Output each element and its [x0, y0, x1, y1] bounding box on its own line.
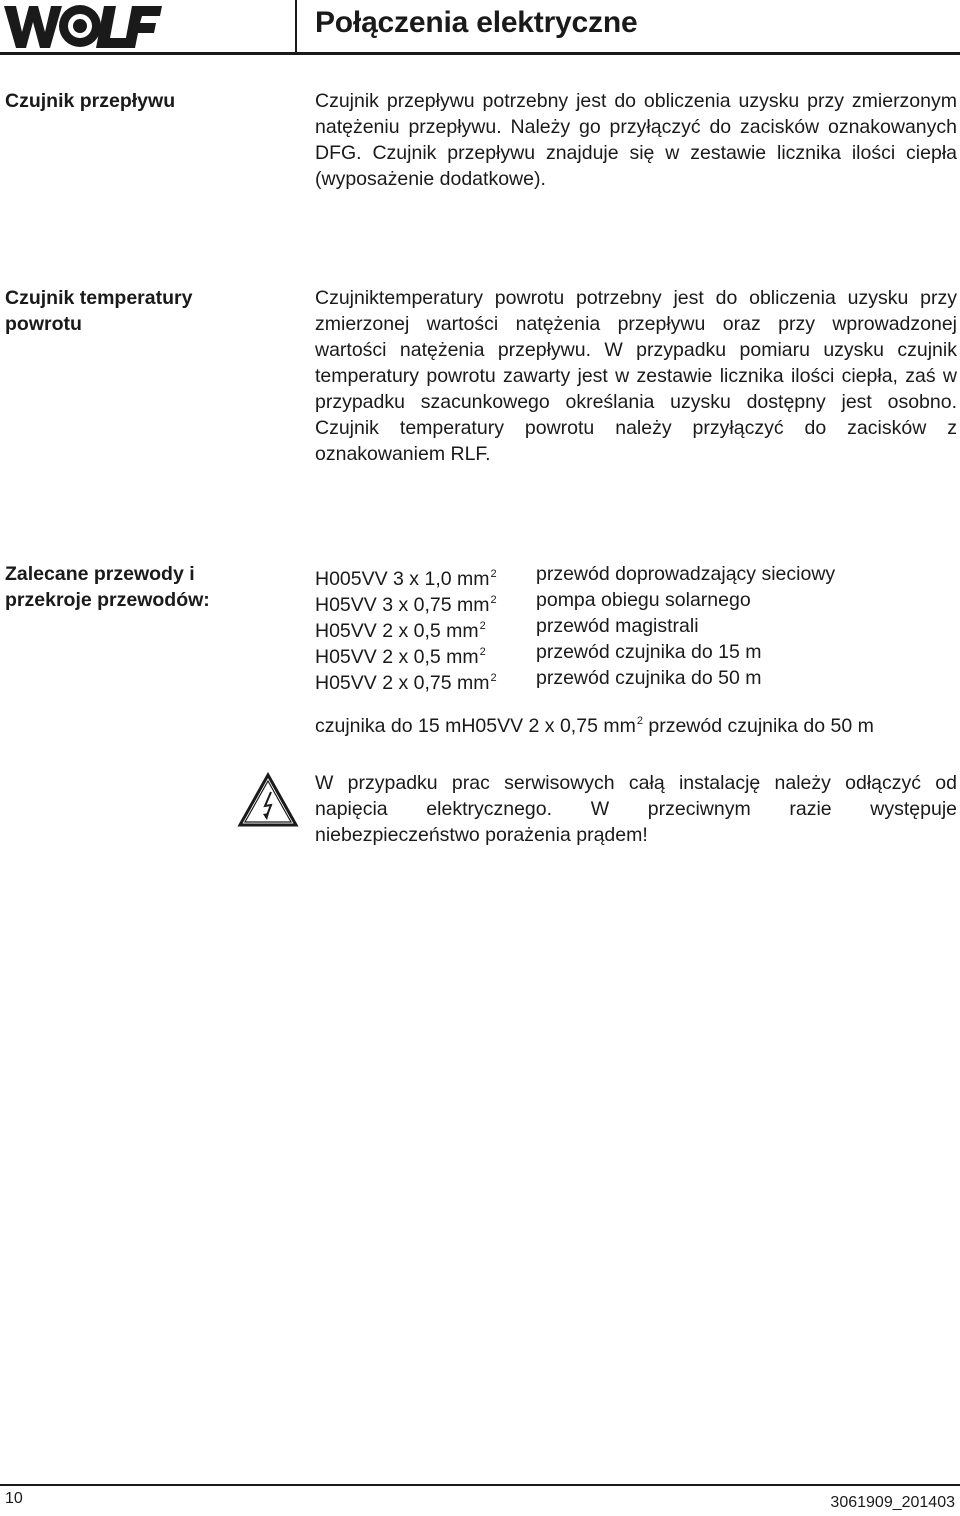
cable-row	[315, 639, 835, 668]
cable-row	[315, 587, 835, 616]
cable-description: przewód doprowadzający sieciowy	[536, 563, 836, 585]
section-label-flow-sensor: Czujnik przepływu	[5, 90, 176, 112]
header-divider	[295, 0, 297, 52]
cable-spec: H005VV 3 x 1,0 $mm^2$	[315, 568, 497, 590]
cable-spec: H05VV 3 x 0,75 $mm^2$	[315, 594, 497, 616]
section-label-cables	[5, 561, 210, 613]
section-body-return-sensor: Czujniktemperatury powrotu potrzebny jest do obliczenia uzysku przy zmierzonej wartości natężenia przepływu oraz przy wprowadzonej wartości natężenia przepływu. W przypadku pomiaru uzysku czujnik temperatury powrotu zawarty jest w zestawie licznika ilości ciepła, zaś w przypadku szacunkowego określania uzysku dostępny jest osobno. Czujnik temperatury powrotu należy przyłączyć do zacisków z oznakowaniem RLF.	[315, 287, 957, 465]
cable-row	[315, 665, 835, 694]
cable-description: pompa obiegu solarnego	[536, 589, 751, 611]
high-voltage-warning-icon	[237, 772, 299, 828]
cable-description: przewód magistrali	[536, 615, 699, 637]
cable-row	[315, 613, 835, 642]
section-label-line: Czujnik temperatury	[5, 287, 193, 309]
footer-rule	[0, 1484, 960, 1486]
cable-description: przewód czujnika do 50 m	[536, 667, 762, 689]
page-number: 10	[5, 1490, 23, 1507]
cable-extra-line: czujnika do 15 mH05VV 2 x 0,75 $mm^2$ przewód czujnika do 50 m	[315, 715, 874, 737]
cable-spec: H05VV 2 x 0,5 $mm^2$	[315, 646, 486, 668]
header-rule	[0, 52, 960, 55]
document-code: 3061909_201403	[830, 1494, 955, 1511]
section-label-line: Zalecane przewody i	[5, 563, 195, 585]
cable-spec: H05VV 2 x 0,75 $mm^2$	[315, 672, 497, 694]
wolf-logo	[4, 2, 162, 50]
cable-description: przewód czujnika do 15 m	[536, 641, 762, 663]
warning-text: W przypadku prac serwisowych całą instalację należy odłączyć od napięcia elektrycznego. W przeciwnym razie występuje niebezpieczeństwo porażenia prądem!	[315, 772, 957, 846]
section-body-flow-sensor: Czujnik przepływu potrzebny jest do obliczenia uzysku przy zmierzonym natężeniu przepływu. Należy go przyłączyć do zacisków oznakowanych DFG. Czujnik przepływu znajduje się w zestawie licznika ilości ciepła (wyposażenie dodatkowe).	[315, 90, 957, 190]
cable-row	[315, 561, 836, 590]
page-title: Połączenia elektryczne	[315, 6, 638, 39]
cable-spec: H05VV 2 x 0,5 $mm^2$	[315, 620, 486, 642]
cable-table	[315, 561, 836, 694]
section-label-line: przekroje przewodów:	[5, 589, 210, 611]
section-label-return-sensor	[5, 285, 192, 337]
section-label-line: powrotu	[5, 313, 82, 335]
